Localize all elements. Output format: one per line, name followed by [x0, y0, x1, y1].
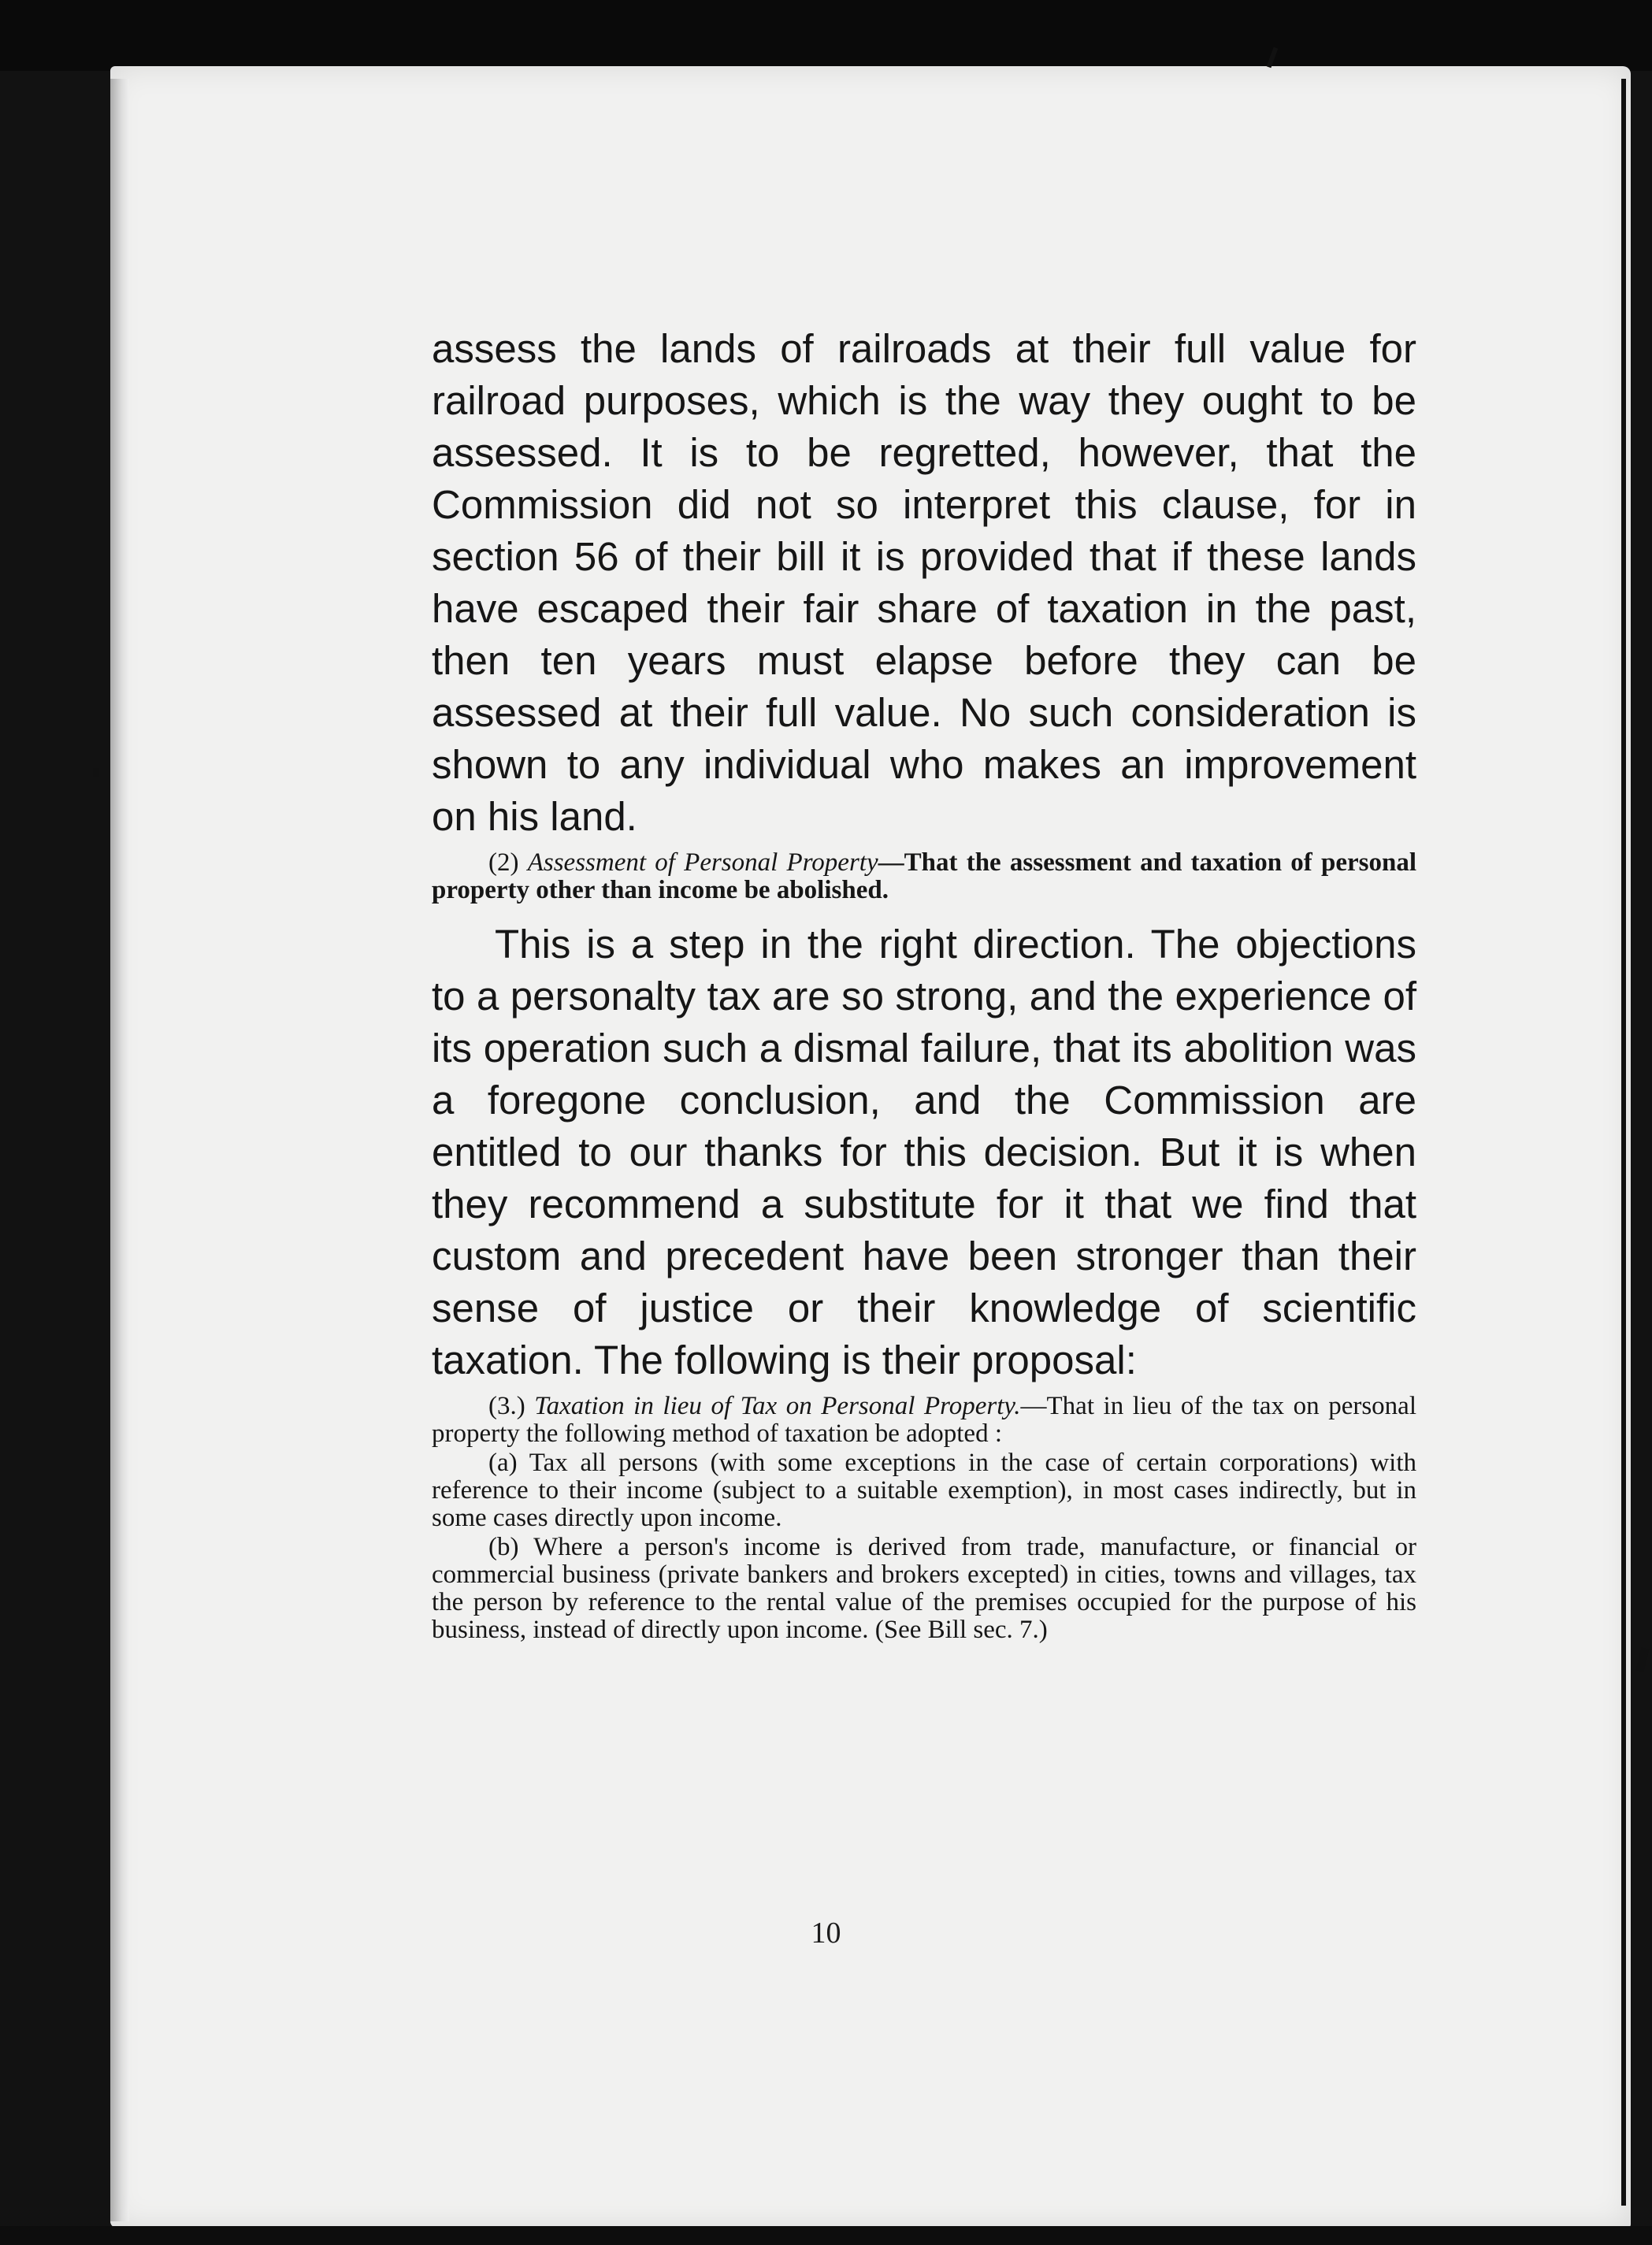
- scan-bottom-border: [0, 2226, 1652, 2245]
- clause-3: [432, 1393, 1416, 1448]
- clause-2-number: (2): [488, 848, 519, 877]
- margin-speck: [93, 768, 99, 777]
- clause-3-number: (3.): [488, 1392, 525, 1420]
- margin-speck: [1636, 1647, 1650, 1672]
- clause-2: [432, 849, 1416, 904]
- clause-2-heading: Assessment of Personal Property: [527, 848, 878, 877]
- clause-3a-text: Tax all persons (with some exceptions in the case of certain corporations) with reference to their income (subject to a suitable exemption), in most cases indirectly, but in some cases directly upon income.: [432, 1449, 1417, 1532]
- clause-3a-label: (a): [488, 1449, 518, 1477]
- body-text: [432, 323, 1416, 1644]
- clause-2-text: —That the assessment and taxation of personal property other than income be abolished.: [432, 848, 1417, 904]
- paragraph-railroad-lands: assess the lands of railroads at their full value for railroad purposes, which is the way they ought to be assessed. It is to be regretted, however, that the Commission did not so interpret this clause, for in section 56 of their bill it is provided that if these lands have escaped their fair share of taxation in the past, then ten years must elapse before they can be assessed at their full value. No such consideration is shown to any individual who makes an improvement on his land.: [432, 326, 1416, 839]
- clause-3b-text: Where a person's income is derived from trade, manufacture, or financial or commercial business (private bankers and brokers excepted) in cities, towns and villages, tax the person by reference to the rental value of the premises occupied for the purpose of his business, instead of directly upon income. (See Bill sec. 7.): [432, 1533, 1416, 1644]
- clause-3-heading: Taxation in lieu of Tax on Personal Property.: [534, 1392, 1021, 1420]
- binding-edge: [110, 79, 129, 2221]
- paragraph-personalty-tax: This is a step in the right direction. The objections to a personalty tax are so strong, and the experience of its operation such a dismal failure, that its abolition was a foregone conclusion, and the Commission are entitled to our thanks for this decision. But it is when they recommend a substitute for it that we find that custom and precedent have been stronger than their sense of justice or their knowledge of scientific taxation. The following is their proposal:: [432, 922, 1416, 1382]
- scan-top-border: [0, 0, 1652, 71]
- clause-3-text: —That in lieu of the tax on personal property the following method of taxation be adopted :: [432, 1392, 1416, 1448]
- clause-3a: [432, 1449, 1416, 1532]
- page-number: 10: [811, 1917, 841, 1950]
- clause-3b: [432, 1534, 1416, 1644]
- scan-right-border: [1621, 79, 1626, 2206]
- clause-3b-label: (b): [488, 1533, 519, 1561]
